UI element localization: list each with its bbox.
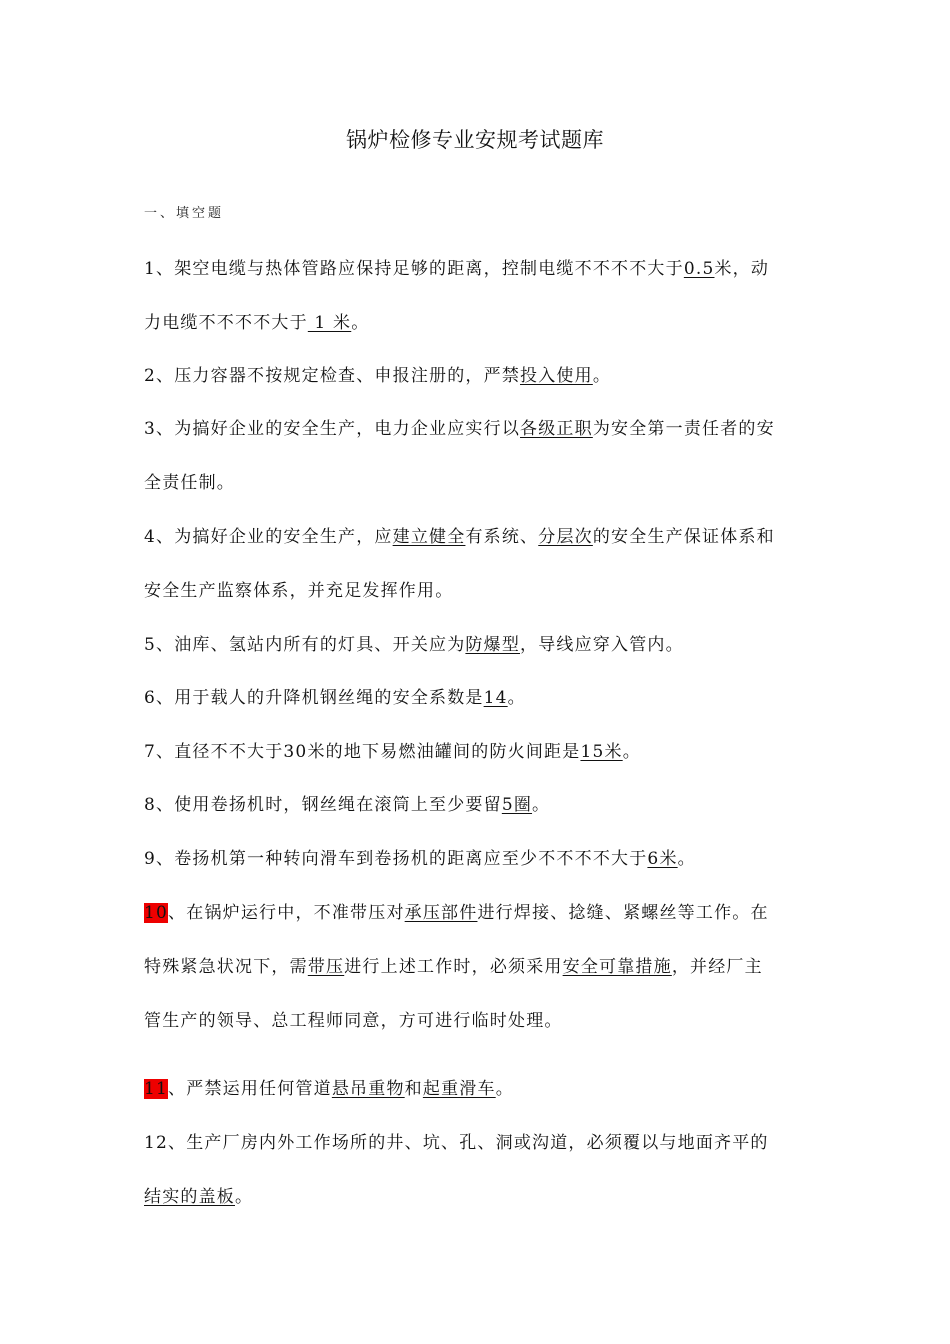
question-4-line-2: 安全生产监察体系，并充足发挥作用。 [144, 581, 454, 601]
answer-blank: 建立健全 [392, 527, 466, 547]
question-9: 9、卷扬机第一种转向滑车到卷扬机的距离应至少不不不不大于6米。 [144, 849, 696, 869]
question-1-line-1: 1、架空电缆与热体管路应保持足够的距离，控制电缆不不不不大于0.5米，动 [144, 259, 770, 279]
answer-blank: 1 米 [307, 313, 352, 333]
question-12-line-1: 12、生产厂房内外工作场所的井、坑、孔、洞或沟道，必须覆以与地面齐平的 [144, 1133, 769, 1153]
question-3-line-1: 3、为搞好企业的安全生产，电力企业应实行以各级正职为安全第一责任者的安 [144, 419, 775, 439]
answer-blank: 6米 [647, 849, 678, 869]
answer-blank: 15米 [580, 742, 623, 762]
answer-blank: 投入使用 [520, 366, 593, 386]
question-5: 5、油库、氢站内所有的灯具、开关应为防爆型，导线应穿入管内。 [144, 635, 684, 655]
answer-blank: 防爆型 [465, 635, 521, 655]
question-10-line-2: 特殊紧急状况下，需带压进行上述工作时，必须采用安全可靠措施，并经厂主 [144, 957, 763, 977]
question-10-line-1: 10、在锅炉运行中，不准带压对承压部件进行焊接、捻缝、紧螺丝等工作。在 [144, 903, 769, 923]
answer-blank: 各级正职 [520, 419, 593, 439]
question-12-line-2: 结实的盖板。 [144, 1187, 254, 1207]
question-7: 7、直径不不大于30米的地下易燃油罐间的防火间距是15米。 [144, 742, 641, 762]
answer-blank: 5圈 [501, 795, 533, 815]
question-11: 11、严禁运用任何管道悬吊重物和起重滑车。 [144, 1079, 514, 1099]
question-4-line-1: 4、为搞好企业的安全生产，应建立健全有系统、分层次的安全生产保证体系和 [144, 527, 775, 547]
section-heading: 一、填空题 [144, 206, 225, 221]
answer-blank: 起重滑车 [422, 1079, 496, 1099]
question-6: 6、用于载人的升降机钢丝绳的安全系数是14。 [144, 688, 526, 708]
question-1-line-2: 力电缆不不不不大于 1 米。 [144, 313, 370, 333]
answer-blank: 带压 [307, 957, 345, 977]
answer-blank: 14 [483, 688, 508, 708]
question-number-highlighted: 10 [144, 903, 169, 923]
answer-blank: 承压部件 [404, 903, 478, 923]
question-10-line-3: 管生产的领导、总工程师同意，方可进行临时处理。 [144, 1011, 563, 1031]
question-number: 1 [144, 259, 157, 279]
answer-blank: 悬吊重物 [331, 1079, 405, 1099]
question-number-highlighted: 11 [144, 1079, 169, 1099]
question-2: 2、压力容器不按规定检查、申报注册的，严禁投入使用。 [144, 366, 612, 386]
answer-blank: 0.5 [683, 259, 715, 279]
document-title: 锅炉检修专业安规考试题库 [346, 128, 604, 152]
question-3-line-2: 全责任制。 [144, 473, 235, 493]
question-8: 8、使用卷扬机时，钢丝绳在滚筒上至少要留5圈。 [144, 795, 551, 815]
answer-blank: 分层次 [538, 527, 593, 547]
answer-blank: 结实的盖板 [144, 1187, 235, 1207]
answer-blank: 安全可靠措施 [562, 957, 672, 977]
